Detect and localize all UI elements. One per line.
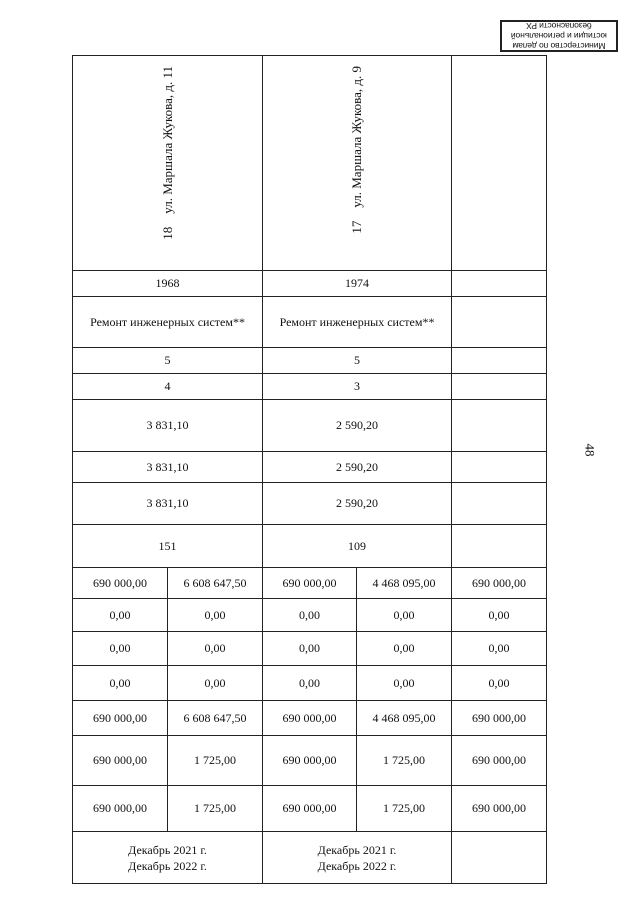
work-type-cell-0: Ремонт инженерных систем** — [73, 297, 263, 348]
money-cell: 690 000,00 — [452, 786, 547, 832]
money-cell: 0,00 — [168, 599, 263, 632]
deadline-line2: Декабрь 2022 г. — [317, 858, 397, 873]
money-row — [73, 632, 547, 666]
address-cell-0 — [73, 56, 263, 271]
money-cell: 690 000,00 — [452, 701, 547, 736]
money-row — [73, 666, 547, 701]
money-cell: 0,00 — [73, 599, 168, 632]
money-cell: 0,00 — [357, 666, 452, 701]
money-cell: 0,00 — [452, 632, 547, 666]
year-cell-1: 1974 — [263, 271, 452, 297]
year-row — [73, 271, 547, 297]
entrances-cell-1: 3 — [263, 374, 452, 400]
money-cell: 0,00 — [357, 632, 452, 666]
page-number: 48 — [582, 443, 598, 457]
deadline-line2: Декабрь 2022 г. — [128, 858, 207, 873]
money-cell: 4 468 095,00 — [357, 701, 452, 736]
address-number-0: 18 — [159, 226, 175, 240]
money-cell: 690 000,00 — [263, 568, 357, 599]
residents-cell-1: 109 — [263, 525, 452, 568]
floors-cell-0: 5 — [73, 348, 263, 374]
money-cell: 4 468 095,00 — [357, 568, 452, 599]
money-cell: 6 608 647,50 — [168, 568, 263, 599]
money-cell: 0,00 — [168, 632, 263, 666]
address-row — [73, 56, 547, 271]
money-cell: 0,00 — [452, 599, 547, 632]
area-living-cell-0: 3 831,10 — [73, 452, 263, 483]
entrances-cell-0: 4 — [73, 374, 263, 400]
floors-cell-1: 5 — [263, 348, 452, 374]
money-cell: 690 000,00 — [263, 701, 357, 736]
money-cell: 1 725,00 — [168, 736, 263, 786]
floors-row — [73, 348, 547, 374]
money-row — [73, 786, 547, 832]
area-owned-cell-1: 2 590,20 — [263, 483, 452, 525]
area-total-cell-1: 2 590,20 — [263, 400, 452, 452]
deadline-cell-0 — [73, 832, 263, 884]
area-owned-cell-0: 3 831,10 — [73, 483, 263, 525]
money-cell: 0,00 — [263, 632, 357, 666]
work-type-cell-1: Ремонт инженерных систем** — [263, 297, 452, 348]
money-row — [73, 701, 547, 736]
deadline-line1: Декабрь 2021 г. — [128, 842, 207, 857]
money-cell: 1 725,00 — [168, 786, 263, 832]
area-living-row — [73, 452, 547, 483]
stamp-text: Министерство по делам юстиции и региональной безопасности РХ — [511, 21, 607, 51]
money-row — [73, 568, 547, 599]
deadline-cell-1 — [263, 832, 452, 884]
address-cell-empty — [452, 56, 547, 271]
money-cell: 0,00 — [73, 666, 168, 701]
money-cell: 690 000,00 — [452, 568, 547, 599]
money-cell: 0,00 — [263, 666, 357, 701]
ministry-stamp — [500, 20, 618, 52]
money-cell: 690 000,00 — [73, 701, 168, 736]
address-text-0: ул. Маршала Жукова, д. 11 — [159, 66, 175, 214]
address-text-1: ул. Маршала Жукова, д. 9 — [349, 66, 364, 208]
money-cell: 0,00 — [263, 599, 357, 632]
money-cell: 6 608 647,50 — [168, 701, 263, 736]
address-cell-1 — [263, 56, 452, 271]
money-cell: 690 000,00 — [73, 568, 168, 599]
area-living-cell-1: 2 590,20 — [263, 452, 452, 483]
housing-repair-table — [72, 55, 547, 884]
residents-cell-0: 151 — [73, 525, 263, 568]
year-cell-0: 1968 — [73, 271, 263, 297]
money-row — [73, 736, 547, 786]
entrances-row — [73, 374, 547, 400]
work-type-row — [73, 297, 547, 348]
money-cell: 690 000,00 — [452, 736, 547, 786]
money-row — [73, 599, 547, 632]
deadline-row — [73, 832, 547, 884]
money-cell: 690 000,00 — [73, 736, 168, 786]
money-cell: 0,00 — [357, 599, 452, 632]
area-total-cell-0: 3 831,10 — [73, 400, 263, 452]
residents-row — [73, 525, 547, 568]
money-cell: 1 725,00 — [357, 736, 452, 786]
deadline-line1: Декабрь 2021 г. — [317, 842, 397, 857]
money-cell: 690 000,00 — [263, 786, 357, 832]
money-cell: 690 000,00 — [263, 736, 357, 786]
area-total-row — [73, 400, 547, 452]
area-owned-row — [73, 483, 547, 525]
money-cell: 0,00 — [168, 666, 263, 701]
money-cell: 0,00 — [73, 632, 168, 666]
money-cell: 1 725,00 — [357, 786, 452, 832]
money-cell: 0,00 — [452, 666, 547, 701]
money-cell: 690 000,00 — [73, 786, 168, 832]
address-number-1: 17 — [349, 220, 364, 234]
